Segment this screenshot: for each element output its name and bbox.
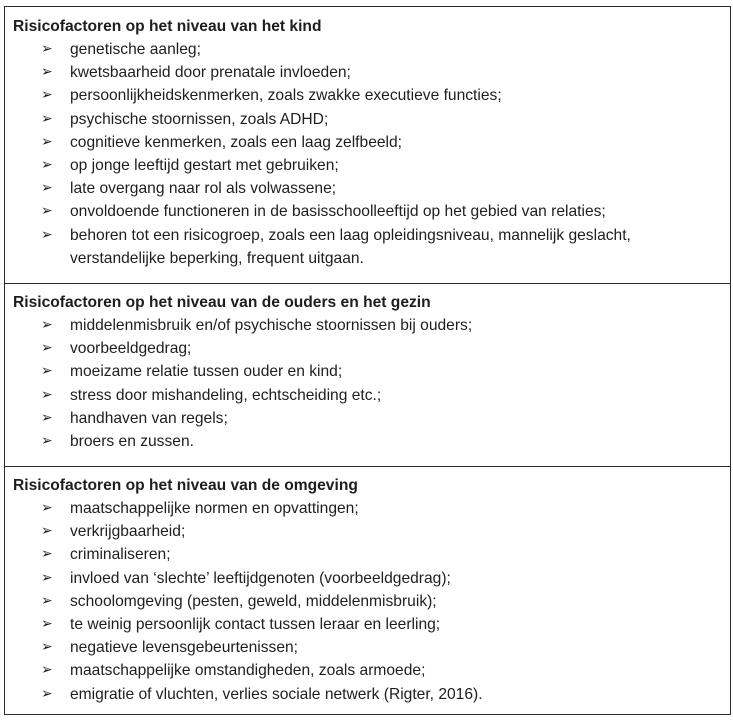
item-text: onvoldoende functioneren in de basisschoolleeftijd op het gebied van relaties;: [70, 203, 606, 221]
item-text: psychische stoornissen, zoals ADHD;: [70, 110, 329, 128]
item-text: negatieve levensgebeurtenissen;: [70, 639, 299, 657]
arrow-bullet-icon: ➢: [41, 180, 53, 197]
list-item: [13, 224, 710, 270]
arrow-bullet-icon: ➢: [41, 523, 53, 540]
list-item: [13, 154, 710, 177]
list-item: [13, 84, 710, 107]
item-text: op jonge leeftijd gestart met gebruiken;: [70, 157, 339, 175]
arrow-bullet-icon: ➢: [41, 685, 53, 702]
list-item: [13, 636, 710, 659]
item-text: maatschappelijke omstandigheden, zoals armoede;: [70, 662, 426, 680]
section-parents-family-level: [5, 283, 730, 466]
list-item: [13, 659, 710, 682]
list-item: [13, 314, 710, 337]
arrow-bullet-icon: ➢: [41, 662, 53, 679]
arrow-bullet-icon: ➢: [41, 133, 53, 150]
list-item: [13, 177, 710, 200]
arrow-bullet-icon: ➢: [41, 592, 53, 609]
item-text: te weinig persoonlijk contact tussen leraar en leerling;: [70, 616, 441, 634]
risk-factors-table: [4, 6, 731, 715]
arrow-bullet-icon: ➢: [41, 433, 53, 450]
arrow-bullet-icon: ➢: [41, 317, 53, 333]
arrow-bullet-icon: ➢: [41, 157, 53, 174]
arrow-bullet-icon: ➢: [41, 569, 53, 586]
section-environment-level: [5, 466, 730, 714]
arrow-bullet-icon: ➢: [41, 87, 53, 104]
list-item: [13, 131, 710, 154]
list-item: [13, 384, 710, 407]
list-item: [13, 360, 710, 383]
item-text: genetische aanleg;: [70, 41, 201, 58]
list-item: [13, 108, 710, 131]
item-text: late overgang naar rol als volwassene;: [70, 180, 337, 198]
section-child-level: [5, 7, 730, 283]
list-item: [13, 61, 710, 84]
list-item: [13, 407, 710, 430]
arrow-bullet-icon: ➢: [41, 110, 53, 127]
item-text: criminaliseren;: [70, 546, 171, 564]
arrow-bullet-icon: ➢: [41, 386, 53, 403]
section-heading: Risicofactoren op het niveau van het kind: [13, 18, 322, 35]
arrow-bullet-icon: ➢: [41, 41, 53, 57]
arrow-bullet-icon: ➢: [41, 340, 53, 357]
section-heading: Risicofactoren op het niveau van de ouders en het gezin: [13, 294, 431, 311]
item-text: maatschappelijke normen en opvattingen;: [70, 500, 359, 517]
item-list: [13, 314, 730, 453]
arrow-bullet-icon: ➢: [41, 639, 53, 656]
item-list: [13, 38, 730, 270]
list-item: [13, 200, 710, 223]
arrow-bullet-icon: ➢: [41, 546, 53, 563]
list-item: [13, 543, 710, 566]
list-item: [13, 683, 710, 706]
list-item: [13, 497, 710, 520]
arrow-bullet-icon: ➢: [41, 409, 53, 426]
arrow-bullet-icon: ➢: [41, 616, 53, 633]
arrow-bullet-icon: ➢: [41, 203, 53, 220]
item-text: invloed van ‘slechte’ leeftijdgenoten (voorbeeldgedrag);: [70, 569, 451, 587]
item-text: emigratie of vluchten, verlies sociale netwerk (Rigter, 2016).: [70, 685, 483, 703]
item-text: voorbeeldgedrag;: [70, 340, 192, 358]
section-heading: Risicofactoren op het niveau van de omgeving: [13, 477, 358, 494]
item-text: verkrijgbaarheid;: [70, 523, 186, 541]
item-text: kwetsbaarheid door prenatale invloeden;: [70, 64, 351, 82]
list-item: [13, 337, 710, 360]
item-text: behoren tot een risicogroep, zoals een laag opleidingsniveau, mannelijk geslacht, verstandelijke beperking, frequent uitgaan.: [70, 226, 631, 267]
item-text: schoolomgeving (pesten, geweld, middelenmisbruik);: [70, 592, 437, 610]
item-text: handhaven van regels;: [70, 409, 228, 427]
arrow-bullet-icon: ➢: [41, 64, 53, 81]
item-text: cognitieve kenmerken, zoals een laag zelfbeeld;: [70, 133, 403, 151]
item-text: stress door mishandeling, echtscheiding etc.;: [70, 386, 382, 404]
item-text: moeizame relatie tussen ouder en kind;: [70, 363, 343, 381]
list-item: [13, 520, 710, 543]
arrow-bullet-icon: ➢: [41, 226, 53, 243]
item-text: broers en zussen.: [70, 433, 194, 451]
arrow-bullet-icon: ➢: [41, 500, 53, 516]
list-item: [13, 567, 710, 590]
list-item: [13, 430, 710, 453]
item-text: persoonlijkheidskenmerken, zoals zwakke executieve functies;: [70, 87, 502, 105]
item-list: [13, 497, 730, 706]
list-item: [13, 613, 710, 636]
list-item: [13, 38, 710, 61]
item-text: middelenmisbruik en/of psychische stoornissen bij ouders;: [70, 317, 473, 334]
list-item: [13, 590, 710, 613]
arrow-bullet-icon: ➢: [41, 363, 53, 380]
